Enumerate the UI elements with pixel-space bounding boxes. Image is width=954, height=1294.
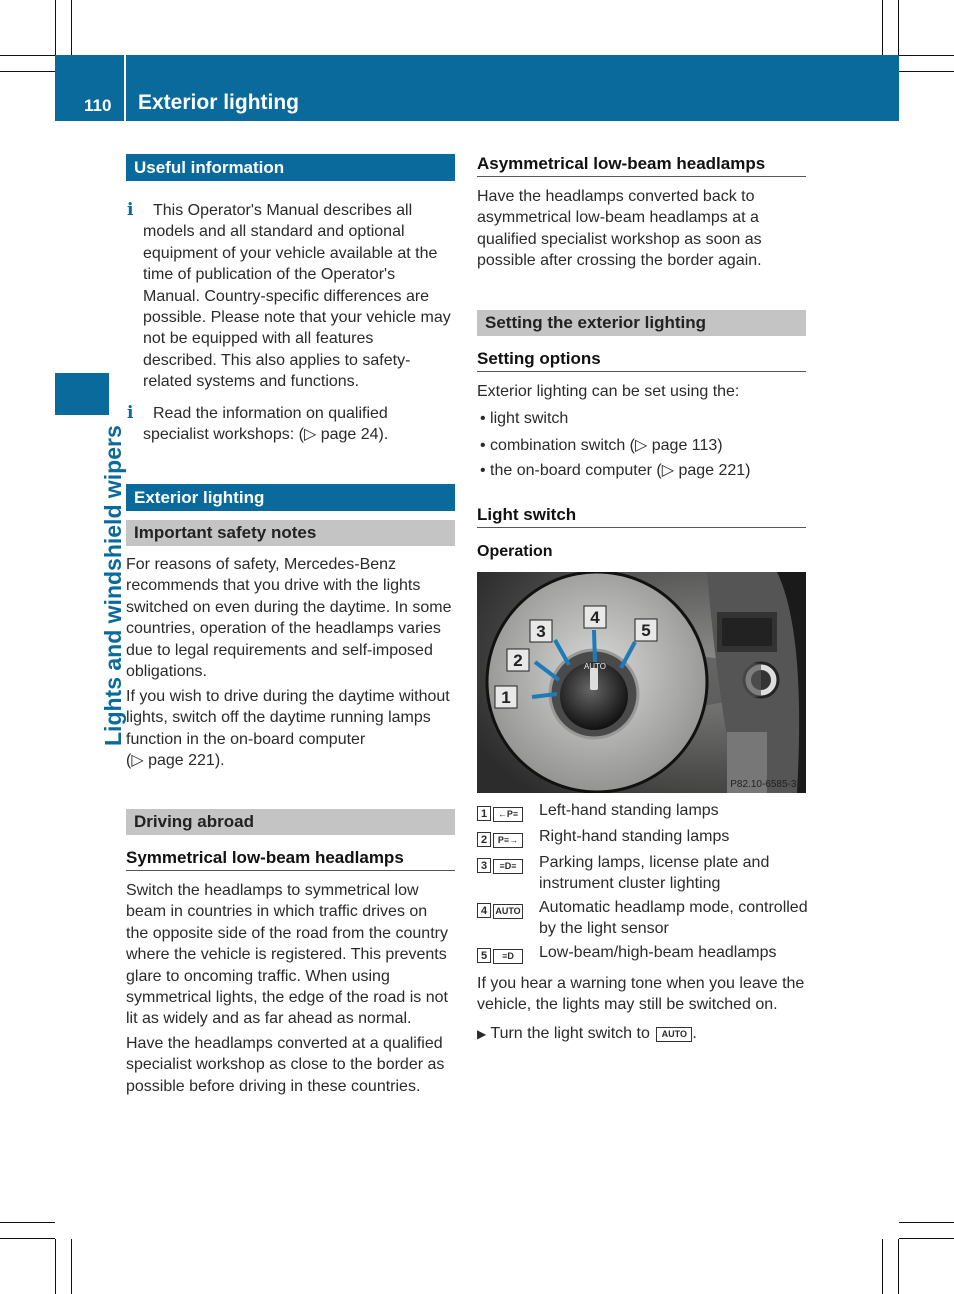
exterior-lighting-heading: Exterior lighting (126, 484, 455, 511)
page-number: 110 (84, 96, 112, 115)
useful-information-heading: Useful information (126, 154, 455, 181)
info-line: specialist workshops: (▷ page 24). (143, 426, 389, 444)
legend-description: Parking lamps, license plate and instrument cluster lighting (539, 854, 770, 892)
info-icon: i (127, 200, 134, 220)
parking-lamps-icon: ≡D≡ (493, 859, 523, 874)
crop-mark (0, 55, 55, 56)
callout-4: 4 (590, 608, 600, 627)
text-line: countries, operation of the headlamps varies (126, 620, 441, 638)
crop-mark (898, 0, 899, 55)
crop-mark (55, 1239, 56, 1294)
crop-mark (71, 0, 72, 55)
legend-number: 3 (477, 858, 491, 873)
crop-mark (0, 1238, 55, 1239)
info-note-2 (126, 403, 461, 446)
text-line: (▷ page 221). (126, 752, 225, 770)
left-standing-lamps-icon: ←P≡ (493, 807, 523, 822)
text-line: vehicle, the lights may still be switched on. (477, 996, 778, 1014)
crop-mark (71, 1239, 72, 1294)
legend-number: 4 (477, 903, 491, 918)
safety-notes-heading: Important safety notes (126, 520, 455, 546)
crop-mark (899, 55, 954, 56)
crop-mark (899, 1238, 954, 1239)
text-line: Have the headlamps converted back to (477, 188, 755, 205)
dial-auto-label: AUTO (583, 662, 607, 671)
option-item: • light switch (480, 410, 569, 427)
auto-mode-icon: AUTO (656, 1027, 692, 1042)
crop-mark (882, 0, 883, 55)
asymmetrical-paragraph (477, 186, 812, 272)
text-line: symmetrical lights, the edge of the road is not (126, 989, 448, 1007)
photo-code: P82.10-6585-31 (730, 779, 802, 790)
info-icon: i (127, 403, 134, 423)
info-line: Read the information on qualified (153, 405, 388, 422)
option-item: • the on-board computer (▷ page 221) (480, 462, 751, 479)
light-switch-heading: Light switch (477, 503, 806, 528)
callout-2: 2 (513, 651, 523, 670)
light-switch-photo (477, 572, 806, 793)
text-line: where the vehicle is registered. This prevents (126, 946, 447, 964)
text-line: possible before driving in these countries. (126, 1077, 421, 1095)
driving-abroad-heading: Driving abroad (126, 809, 455, 835)
operation-heading: Operation (477, 543, 553, 560)
info-line: This Operator's Manual describes all (153, 202, 413, 219)
info-note-1 (126, 200, 461, 393)
setting-exterior-lighting-heading: Setting the exterior lighting (477, 310, 806, 336)
crop-mark (899, 71, 954, 72)
text-line: possible after crossing the border again. (477, 252, 762, 270)
info-line: Manual. Country-specific differences are (143, 287, 430, 305)
info-line: equipment of your vehicle available at the (143, 244, 438, 262)
text-line: Switch the headlamps to symmetrical low (126, 882, 419, 899)
info-line: models and all standard and optional (143, 223, 405, 241)
callout-5: 5 (641, 621, 651, 640)
option-item: • combination switch (▷ page 113) (480, 437, 723, 454)
callout-1: 1 (501, 688, 511, 707)
crop-mark (55, 0, 56, 55)
info-line: possible. Please note that your vehicle may (143, 309, 451, 327)
text-line: For reasons of safety, Mercedes-Benz (126, 556, 397, 573)
text-line: asymmetrical low-beam headlamps at a (477, 209, 759, 227)
text-line: switched on even during the daytime. In some (126, 598, 452, 616)
crop-mark (0, 1222, 55, 1223)
header-separator (124, 55, 126, 121)
text-line: If you wish to drive during the daytime without (126, 688, 450, 705)
crop-mark (882, 1239, 883, 1294)
legend-number: 1 (477, 806, 491, 821)
text-line: recommends that you drive with the lights (126, 577, 421, 595)
lowbeam-highbeam-icon: ≡D (493, 949, 523, 964)
action-step (477, 1023, 812, 1045)
text-line: glare to oncoming traffic. When using (126, 967, 390, 985)
action-arrow-icon: ▶ (477, 1027, 487, 1041)
action-period: . (692, 1025, 697, 1042)
legend-description: Right-hand standing lamps (539, 828, 730, 845)
legend-description: Left-hand standing lamps (539, 802, 719, 819)
text-line: function in the on-board computer (126, 730, 366, 748)
symmetrical-paragraph (126, 880, 461, 1030)
info-line: related systems and functions. (143, 373, 360, 391)
crop-mark (898, 1239, 899, 1294)
text-line: beam in countries in which traffic drives on (126, 903, 428, 921)
info-line: not be equipped with all features (143, 330, 374, 348)
text-line: lit as widely and as far ahead as normal. (126, 1010, 412, 1028)
options-intro: Exterior lighting can be set using the: (477, 383, 740, 400)
legend-number: 2 (477, 832, 491, 847)
side-tab-marker (55, 373, 109, 415)
legend-description: Automatic headlamp mode, controlled by the light sensor (539, 899, 808, 937)
legend-description: Low-beam/high-beam headlamps (539, 944, 777, 961)
symmetrical-lowbeam-heading: Symmetrical low-beam headlamps (126, 846, 455, 871)
legend-number: 5 (477, 948, 491, 963)
daytime-paragraph (126, 686, 461, 772)
crop-mark (899, 1222, 954, 1223)
crop-mark (0, 71, 55, 72)
callout-3: 3 (536, 622, 546, 641)
text-line: qualified specialist workshop as soon as (477, 230, 762, 248)
text-line: the opposite side of the road from the country (126, 924, 448, 942)
action-text: Turn the light switch to (490, 1025, 650, 1042)
text-line: specialist workshop as close to the border as (126, 1056, 445, 1074)
page-title: Exterior lighting (138, 91, 300, 114)
text-line: obligations. (126, 663, 207, 681)
info-line: described. This also applies to safety- (143, 351, 411, 369)
workshop-paragraph (126, 1033, 461, 1097)
pointer-line (594, 630, 595, 662)
asymmetrical-lowbeam-heading: Asymmetrical low-beam headlamps (477, 152, 806, 177)
auto-mode-icon: AUTO (493, 904, 523, 919)
light-switch-illustration (477, 572, 806, 793)
text-line: due to legal requirements and self-imposed (126, 641, 433, 659)
right-standing-lamps-icon: P≡→ (493, 833, 523, 848)
info-line: time of publication of the Operator's (143, 266, 396, 284)
text-line: If you hear a warning tone when you leave the (477, 975, 805, 992)
warning-paragraph (477, 973, 812, 1016)
safety-paragraph (126, 554, 461, 682)
text-line: lights, switch off the daytime running lamps (126, 709, 431, 727)
side-tab-label: Lights and windshield wipers (100, 425, 126, 746)
text-line: Have the headlamps converted at a qualified (126, 1035, 443, 1052)
setting-options-heading: Setting options (477, 347, 806, 372)
